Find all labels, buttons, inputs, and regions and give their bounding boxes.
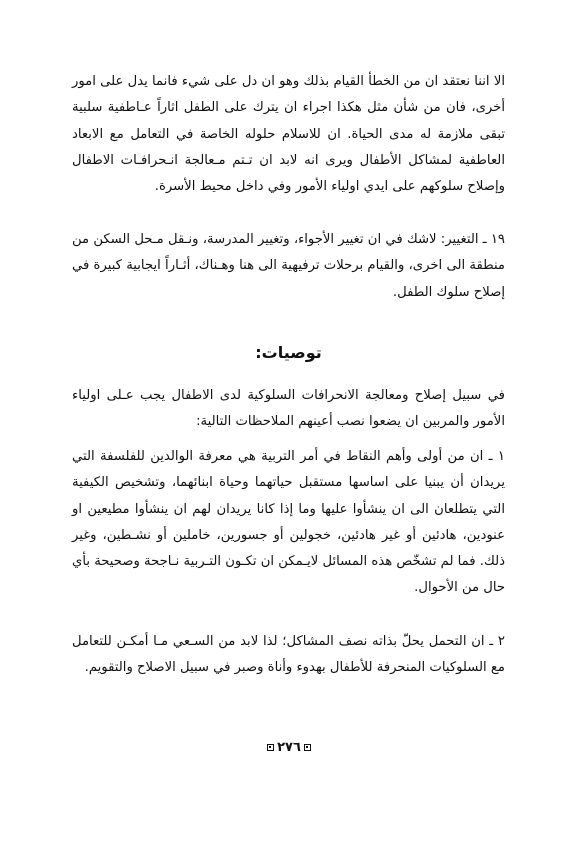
paragraph-recommendation-1: ١ ـ ان من أولى وأهم النقاط في أمر التربية هي معرفة الوالدين للفلسفة التي يريدان أن يبنيا على اساسها مستقبل حياتهما وحياة ابنائهما، وتشخيص الكيفية التي يتطلعان الى ان ينشأوا عليها وما إذا كانا يريدان لهم ان ينشأوا مطيعين او عنودين، هادئين أو غير هادئين، خجولين أو جسورين، خاملين أو نشـطين، وغير ذلك. فما لم تشخّص هذه المسائل لايـمكن ان تكـون التـربية نـاجحة وصحيحة بأي حال من الأحوال. (72, 449, 505, 596)
folio-ornament-icon (267, 744, 274, 751)
section-heading-recommendations: توصيات: (255, 343, 322, 362)
paragraph-recommendation-2: ٢ ـ ان التحمل يحلّ بذاته نصف المشاكل؛ لذا لابد من السـعي مـا أمكـن للتعامل مع السلوكيات المنحرفة للأطفال بهدوء وأناة وصبر في سبيل الاصلاح والتقويم. (72, 634, 505, 676)
folio-ornament-icon (304, 744, 311, 751)
paragraph-recommendations-intro: في سبيل إصلاح ومعالجة الانحرافات السلوكية لدى الاطفال يجب عـلى اولياء الأمور والمربين ان يضعوا نصب أعينهم الملاحظات التالية: (72, 388, 505, 430)
paragraph-change-environment: ١٩ ـ التغيير: لاشك في ان تغيير الأجواء، وتغيير المدرسة، ونـقل مـحل السكن من منطقة الى اخرى، والقيام برحلات ترفيهية الى هنا وهـناك، أثـاراً ايجابية كبيرة في إصلاح سلوك الطفل. (72, 232, 505, 300)
page-number: ٢٧٦ (277, 740, 301, 755)
paragraph-emotional-effects: الا اننا نعتقد ان من الخطأ القيام بذلك وهو ان دل على شيء فانما يدل على امور أخرى، فان من شأن مثل هكذا اجراء ان يترك على الطفل اثاراً عـاطفية سلبية تبقى ملازمة له مدى الحياة. ان للاسلام حلوله الخاصة في التعامل مع الابعاد العاطفية لمشاكل الأطفال ويرى انه لابد ان تـتم مـعالجة انـحرافـات الاطفال وإصلاح سلوكهم على ايدي اولياء الأمور وفي داخل محيط الأسرة. (72, 74, 505, 195)
page-footer (0, 740, 578, 755)
